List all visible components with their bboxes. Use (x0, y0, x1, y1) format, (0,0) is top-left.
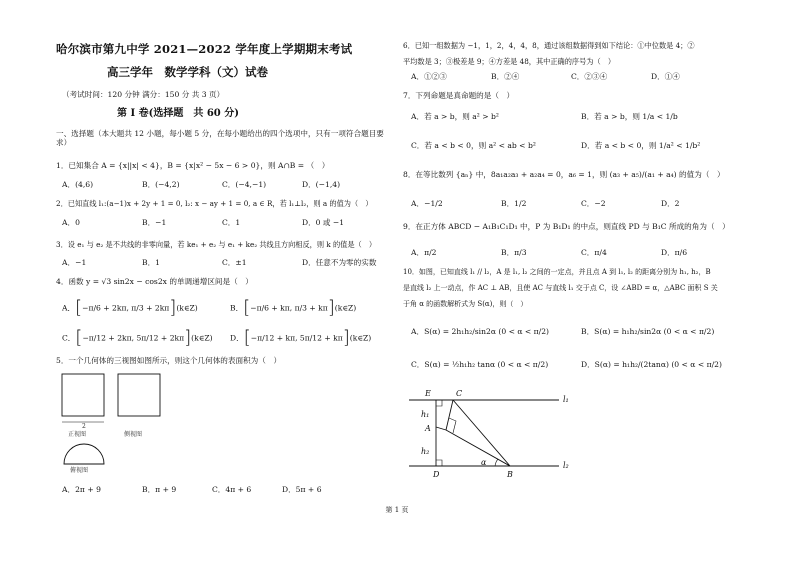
exam-info: （考试时间：120 分钟 满分：150 分 共 3 页） (62, 90, 225, 99)
three-view-figure (58, 370, 168, 480)
q5-option-d: D．5π + 6 (282, 485, 322, 494)
side-view-label: 侧视图 (124, 431, 143, 438)
segment-AC (446, 400, 453, 430)
q4-a-interval: −π/6 + 2kπ, π/3 + 2kπ (82, 303, 170, 313)
q4-option-a: A．[−π/6 + 2kπ, π/3 + 2kπ](k∈Z) (62, 297, 198, 318)
top-view-label: 俯视图 (70, 467, 89, 474)
q6-stem-1: 6．已知一组数据为 −1，1，2，4，4，8，通过该组数据得到如下结论：①中位数是 4；② (403, 41, 695, 50)
q9-option-b: B．π/3 (501, 248, 527, 257)
q9-option-a: A．π/2 (411, 248, 437, 257)
q4-c-cond: (k∈Z) (191, 333, 213, 343)
front-view-label: 正视图 (68, 431, 87, 438)
label-h1: h₁ (421, 410, 430, 419)
q5-option-c: C．4π + 6 (212, 485, 252, 494)
side-view-square (118, 374, 160, 416)
q10-stem-2: 是直线 l₂ 上一动点，作 AC ⊥ AB，且使 AC 与直线 l₁ 交于点 C，设 ∠ABD = α，△ABC 面积 S 关 (403, 284, 718, 292)
q5-stem: 5．一个几何体的三视图如图所示，则这个几何体的表面积为（ ） (56, 356, 282, 365)
q6-option-b: B．②④ (491, 72, 520, 81)
q7-option-c: C．若 a < b < 0，则 a² < ab < b² (411, 141, 536, 150)
q7-stem: 7．下列命题是真命题的是（ ） (403, 91, 515, 100)
q10-option-d: D．S(α) = h₁h₂/(2tanα) (0 < α < π/2) (581, 360, 722, 369)
segment-AB (446, 430, 510, 466)
top-view-semicircle (64, 444, 104, 464)
instructions: 一、选择题（本大题共 12 小题，每小题 5 分，在每小题给出的四个选项中，只有一项符合题目要求） (56, 129, 384, 148)
q4-option-c: C．[−π/12 + 2kπ, 5π/12 + 2kπ](k∈Z) (62, 327, 213, 348)
label-D: D (433, 470, 440, 479)
right-angle-D (436, 460, 442, 466)
q10-stem-3: 于角 α 的函数解析式为 S(α)，则（ ） (403, 300, 528, 308)
label-l1: l₁ (563, 395, 569, 404)
q4-c-label: C． (62, 333, 76, 343)
q10-option-a: A．S(α) = 2h₁h₂/sin2α (0 < α < π/2) (411, 327, 550, 336)
q9-option-c: C．π/4 (581, 248, 607, 257)
label-alpha: α (481, 458, 487, 467)
q9-option-d: D．π/6 (661, 248, 688, 257)
q5-option-a: A．2π + 9 (62, 485, 101, 494)
q7-option-a: A．若 a > b，则 a² > b² (411, 112, 499, 121)
q8-option-d: D．2 (661, 199, 680, 208)
q2-option-a: A．0 (62, 218, 80, 227)
q2-option-b: B．−1 (142, 218, 167, 227)
q1-option-b: B．(−4,2) (142, 180, 180, 189)
q2-option-c: C．1 (222, 218, 241, 227)
q8-option-b: B．1/2 (501, 199, 527, 208)
q1-option-d: D．(−1,4) (302, 180, 341, 189)
q1-option-a: A．(4,6) (62, 180, 94, 189)
q4-option-d: D．[−π/12 + kπ, 5π/12 + kπ](k∈Z) (230, 327, 372, 348)
q8-stem: 8．在等比数列 {aₙ} 中，8a₁a₂a₃ + a₂a₄ = 0，a₆ = 1，则 (a₃ + a₅)/(a₁ + a₄) 的值为（ ） (403, 170, 725, 179)
q4-b-interval: −π/6 + kπ, π/3 + kπ (250, 303, 328, 313)
q8-option-c: C．−2 (581, 199, 606, 208)
q6-option-c: C．②③④ (571, 72, 608, 81)
label-A: A (425, 424, 431, 433)
segment-A-dot (436, 427, 446, 430)
q10-option-b: B．S(α) = h₁h₂/sin2α (0 < α < π/2) (581, 327, 715, 336)
q6-stem-2: 平均数是 3；③极差是 9；④方差是 48，其中正确的序号为（ ） (403, 57, 616, 66)
angle-alpha-arc (495, 459, 498, 466)
section-title: 第 Ⅰ 卷(选择题 共 60 分) (117, 108, 239, 119)
right-angle-E (436, 400, 442, 406)
q6-option-a: A．①②③ (411, 72, 447, 81)
q9-stem: 9．在正方体 ABCD − A₁B₁C₁D₁ 中，P 为 B₁D₁ 的中点，则直线 PD 与 B₁C 所成的角为（ ） (403, 222, 730, 231)
q1-option-c: C．(−4,−1) (222, 180, 267, 189)
q1-stem: 1．已知集合 A = {x||x| < 4}，B = {x|x² − 5x − 6 > 0}，则 A∩B = （ ） (56, 161, 330, 170)
exam-title: 哈尔滨市第九中学 2021—2022 学年度上学期期末考试 (56, 42, 353, 56)
label-E: E (425, 389, 431, 398)
label-h2: h₂ (421, 447, 430, 456)
q4-d-interval: −π/12 + kπ, 5π/12 + kπ (250, 333, 343, 343)
q8-option-a: A．−1/2 (411, 199, 443, 208)
q4-d-label: D． (230, 333, 244, 343)
q4-a-label: A． (62, 303, 76, 313)
q3-option-c: C．±1 (222, 258, 247, 267)
q4-b-label: B． (230, 303, 244, 313)
q6-option-d: D．①④ (651, 72, 680, 81)
q3-stem: 3．设 e₁ 与 e₂ 是不共线的非零向量，若 ke₁ + e₂ 与 e₁ + ke₂ 共线且方向相反，则 k 的值是（ ） (56, 240, 377, 249)
q4-stem: 4．函数 y = √3 sin2x − cos2x 的单调递增区间是（ ） (56, 277, 253, 286)
exam-subtitle: 高三学年 数学学科（文）试卷 (107, 65, 268, 79)
front-view-square (62, 374, 104, 416)
q7-option-d: D．若 a < b < 0，则 1/a² < 1/b² (581, 141, 701, 150)
label-C: C (456, 389, 463, 398)
q4-option-b: B．[−π/6 + kπ, π/3 + kπ](k∈Z) (230, 297, 357, 318)
dim-label: 2 (82, 423, 86, 430)
q3-option-d: D．任意不为零的实数 (302, 258, 377, 267)
q4-a-cond: (k∈Z) (176, 303, 198, 313)
q4-d-cond: (k∈Z) (349, 333, 372, 343)
q3-option-b: B．1 (142, 258, 161, 267)
q3-option-a: A．−1 (62, 258, 87, 267)
right-angle-mark (449, 418, 456, 433)
q2-option-d: D．0 或 −1 (302, 218, 345, 227)
q10-stem-1: 10．如图，已知直线 l₁ // l₂，A 是 l₁, l₂ 之间的一定点，并且点 A 到 l₁, l₂ 的距离分别为 h₁, h₂，B (403, 268, 711, 276)
q4-b-cond: (k∈Z) (334, 303, 357, 313)
q4-c-interval: −π/12 + 2kπ, 5π/12 + 2kπ (82, 333, 185, 343)
q7-option-b: B．若 a > b，则 1/a < 1/b (581, 112, 678, 121)
label-l2: l₂ (563, 461, 569, 470)
segment-CB (453, 400, 510, 466)
page-number: 第 1 页 (385, 506, 409, 514)
q5-option-b: B．π + 9 (142, 485, 177, 494)
label-B: B (507, 470, 513, 479)
q2-stem: 2．已知直线 l₁:(a−1)x + 2y + 1 = 0, l₂: x − ay + 1 = 0, a ∈ R，若 l₁⊥l₂，则 a 的值为（ ） (56, 199, 373, 208)
q10-option-c: C．S(α) = ½h₁h₂ tanα (0 < α < π/2) (411, 360, 549, 369)
